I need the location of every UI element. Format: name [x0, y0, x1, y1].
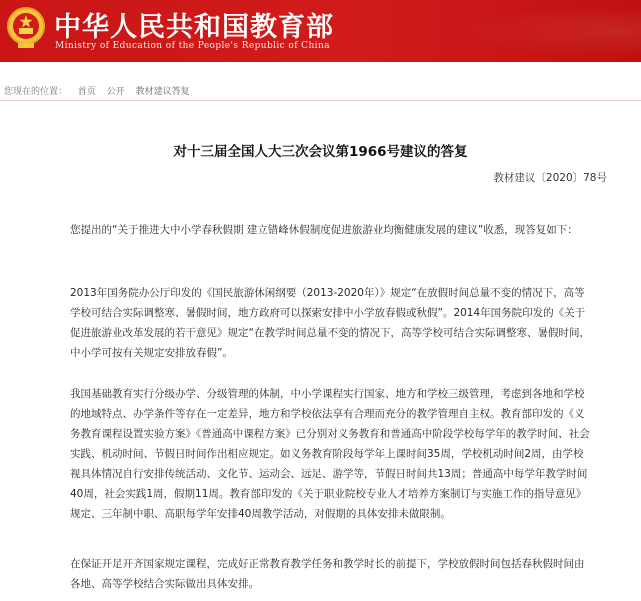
breadcrumb-prefix: 您现在的位置：: [4, 87, 68, 97]
document-number: 教材建议〔2020〕78号: [493, 172, 607, 184]
document-title: 对十三届全国人大三次会议第1966号建议的答复: [173, 144, 468, 160]
site-title[interactable]: 中华人民共和国教育部: [54, 12, 334, 43]
site-header: [0, 0, 641, 62]
breadcrumb-item-reply[interactable]: 教材建议答复: [135, 87, 190, 97]
breadcrumb-item-home[interactable]: 首页: [77, 87, 96, 97]
paragraph-conclusion: 在保证开足开齐国家规定课程，完成好正常教育教学任务和教学时长的前提下，学校放假时间包括春秋假时间由各地、高等学校结合实际做出具体安排。: [70, 558, 585, 590]
breadcrumb: [0, 80, 641, 101]
national-emblem-icon[interactable]: [6, 6, 46, 50]
paragraph-greeting: 您提出的“关于推进大中小学春秋假期 建立错峰休假制度促进旅游业均衡健康发展的建议”收悉，现答复如下：: [70, 224, 578, 236]
breadcrumb-item-public[interactable]: 公开: [106, 87, 125, 97]
paragraph-policy: 2013年国务院办公厅印发的《国民旅游休闲纲要（2013-2020年）》规定“在放假时间总量不变的情况下，高等学校可结合实际调整寒、暑假时间，地方政府可以探索安排中小学放春假或秋假”。2014年国务院印发的《关于促进旅游业改革发展的若干意见》规定“在教学时间总量不变的情况下，高等学校可结合实际调整寒、暑假时间，中小学可按有关规定安排放春假”。: [70, 287, 590, 359]
site-subtitle: Ministry of Education of the People's Republic of China: [55, 41, 330, 51]
paragraph-management: 我国基础教育实行分级办学、分级管理的体制，中小学课程实行国家、地方和学校三级管理，考虑到各地和学校的地域特点、办学条件等存在一定差异，地方和学校依法享有合理而充分的教学管理自主权。教育部印发的《义务教育课程设置实验方案》《普通高中课程方案》已分别对义务教育和普通高中阶段学校每学年的教学时间、社会实践、机动时间、节假日时间作出相应规定。如义务教育阶段每学年上课时间35周，学校机动时间2周，由学校视具体情况自行安排传统活动、文化节、运动会、远足、游学等，节假日时间共13周；普通高中每学年教学时间40周，社会实践1周，假期11周。教育部印发的《关于职业院校专业人才培养方案制订与实施工作的指导意见》规定、三年制中职、高职每学年安排40周教学活动，对假期的具体安排未做限制。: [70, 388, 590, 520]
header-decoration: [421, 0, 641, 62]
